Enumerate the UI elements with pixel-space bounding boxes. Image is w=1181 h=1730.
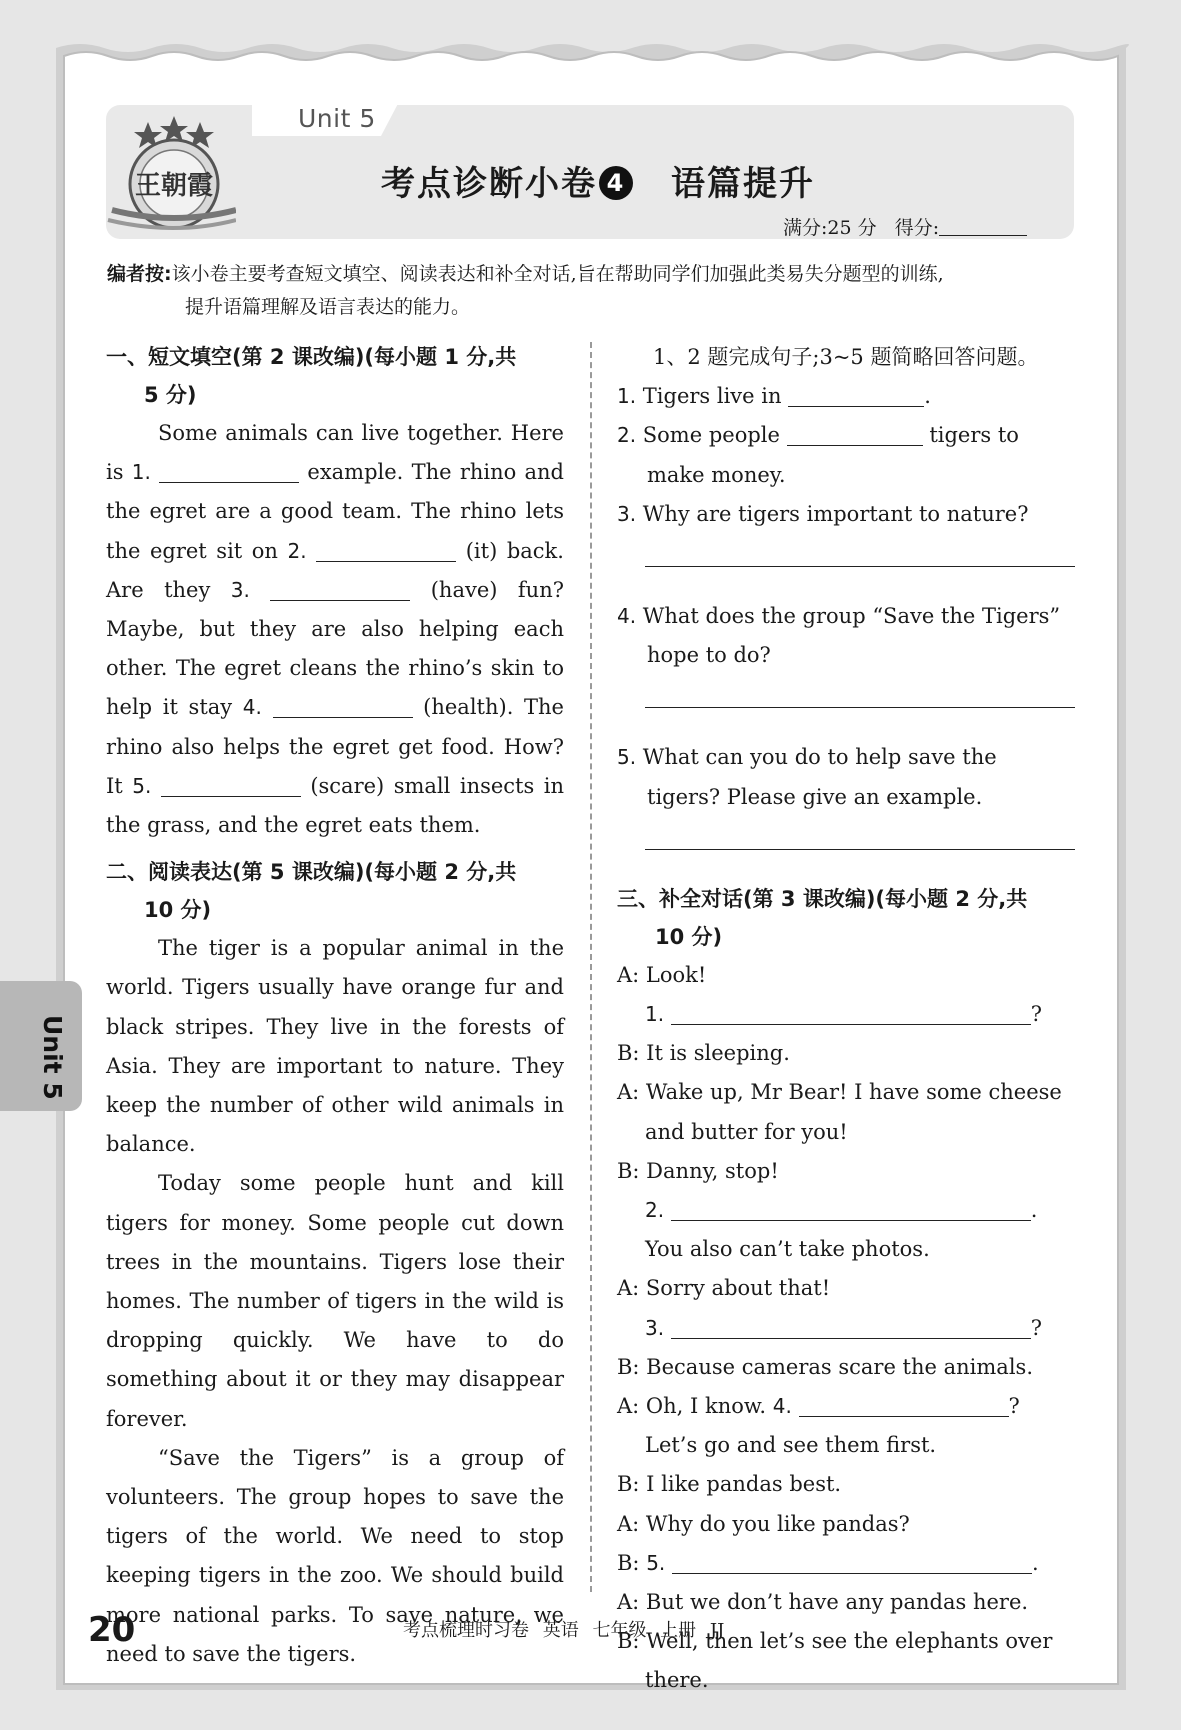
reading-instruction: 1、2 题完成句子;3~5 题简略回答问题。	[653, 345, 1039, 369]
section2-title: 二、阅读表达(第 5 课改编)(每小题 2 分,共 10 分)	[106, 860, 517, 923]
unit-label: Unit 5	[298, 104, 376, 133]
reading-paragraph-3: “Save the Tigers” is a group of volunteers. The group hopes to save the tigers of the world. We need to stop keeping tigers in the zoo. We should build more national parks. To save nature, we need to save the tigers.	[106, 1445, 564, 1666]
question-5: 5. What can you do to help save the tigers? Please give an example.	[617, 745, 997, 809]
question-3: 3. Why are tigers important to nature?	[617, 501, 1029, 526]
page-title: 考点诊断小卷 4 语篇提升	[381, 164, 815, 204]
reading-paragraph-2: Today some people hunt and kill tigers for money. Some people cut down trees in the mountains. Tigers lose their homes. The number of tigers in the wild is dropping quickly. We have to do something about it or they may disappear forever.	[106, 1171, 564, 1431]
score-line: 满分:25 分 得分:	[783, 213, 1027, 240]
dialogue-blank-5[interactable]	[672, 1549, 1032, 1574]
dialogue-blank-1[interactable]	[671, 1000, 1031, 1025]
answer-line-3[interactable]	[645, 542, 1075, 567]
section3-title: 三、补全对话(第 3 课改编)(每小题 2 分,共 10 分)	[617, 886, 1028, 949]
cloze-blank-4[interactable]	[273, 693, 413, 718]
dialogue-blank-3[interactable]	[671, 1314, 1031, 1339]
footer-text: 考点梳理时习卷 英语 七年级 上册 JJ	[403, 1620, 725, 1641]
answer-line-5[interactable]	[645, 825, 1075, 850]
section1-title: 一、短文填空(第 2 课改编)(每小题 1 分,共 5 分)	[106, 345, 517, 407]
editor-note: 编者按:该小卷主要考查短文填空、阅读表达和补全对话,旨在帮助同学们加强此类易失分题型的训练, 提升语篇理解及语言表达的能力。	[107, 263, 944, 318]
side-unit-tab: Unit 5	[0, 981, 82, 1111]
column-divider	[590, 342, 592, 1592]
score-blank[interactable]	[939, 217, 1027, 236]
cloze-blank-3[interactable]	[270, 576, 410, 601]
cloze-blank-2[interactable]	[316, 537, 456, 562]
publisher-logo	[104, 114, 236, 234]
page-number: 20	[88, 1610, 136, 1650]
svg-text:王朝霞: 王朝霞	[134, 171, 214, 201]
title-number-badge: 4	[599, 166, 633, 200]
answer-blank-2[interactable]	[787, 421, 923, 446]
question-1: 1. Tigers live in .	[617, 384, 931, 409]
cloze-blank-5[interactable]	[161, 772, 301, 797]
section1-cloze: Some animals can live together. Here is 1. example. The rhino and the egret are a good team. The rhino lets the egret sit on 2. (it) back. Are they 3. (have) fun? Maybe, but they are also helping each other. The egret cleans the rhino’s skin to help it stay 4. (health). The rhino also helps the egret get food. How? It 5. (scare) small insects in the grass, and the egret eats them.	[106, 421, 565, 838]
right-column	[617, 338, 1075, 1701]
question-2: 2. Some people tigers to make money.	[617, 423, 1019, 487]
dialogue: A: Look! 1. ? B: It is sleeping. A: Wake up, Mr Bear! I have some cheese and butter for you! B: Danny, stop! 2. . You also can’t take photos. A: Sorry about that! 3. ? B: Because cameras scare the animals. A: Oh, I know. 4. ? Let’s go and see them first. B: I like pandas best. A: Why do you like pandas? B: 5. . A: But we don’t have any pandas here. B: Well, then let’s see the elephants over there.	[617, 962, 1062, 1693]
answer-line-4[interactable]	[645, 683, 1075, 708]
answer-blank-1[interactable]	[788, 382, 924, 407]
dialogue-blank-2[interactable]	[671, 1196, 1031, 1221]
left-column	[106, 338, 564, 1674]
question-4: 4. What does the group “Save the Tigers” hope to do?	[617, 604, 1061, 668]
reading-paragraph-1: The tiger is a popular animal in the world. Tigers usually have orange fur and black stripes. They live in the forests of Asia. They are important to nature. They keep the number of other wild animals in balance.	[106, 936, 564, 1157]
cloze-blank-1[interactable]	[159, 458, 299, 483]
dialogue-blank-4[interactable]	[799, 1392, 1009, 1417]
